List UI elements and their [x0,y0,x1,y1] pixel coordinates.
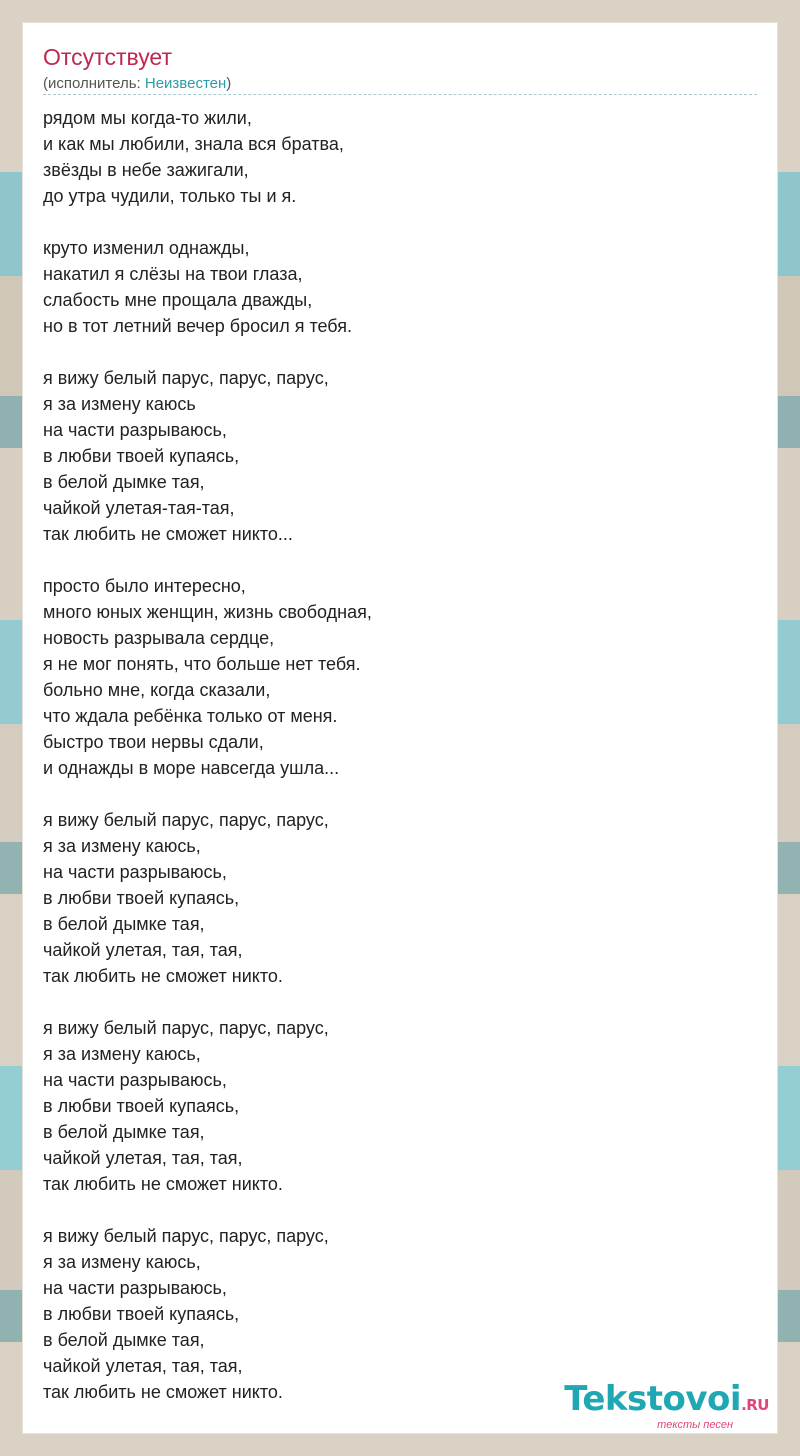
header-divider [43,94,757,95]
lyrics-body [43,105,757,1431]
lyrics-line: чайкой улетая, тая, тая, [43,940,243,960]
logo-name: Tekstovoi [564,1379,742,1419]
lyrics-line: но в тот летний вечер бросил я тебя. [43,316,352,336]
lyrics-line: просто было интересно, [43,576,246,596]
lyrics-stanza [43,1223,757,1405]
lyrics-line: на части разрываюсь, [43,1278,227,1298]
lyrics-line: я за измену каюсь [43,394,196,414]
lyrics-line: я вижу белый парус, парус, парус, [43,1018,329,1038]
lyrics-line: накатил я слёзы на твои глаза, [43,264,303,284]
song-title: Отсутствует [43,44,172,70]
lyrics-line: слабость мне прощала дважды, [43,290,313,310]
lyrics-line: так любить не сможет никто. [43,1174,283,1194]
lyrics-stanza [43,807,757,989]
lyrics-stanza [43,573,757,781]
artist-line [43,73,757,95]
lyrics-line: что ждала ребёнка только от меня. [43,706,338,726]
artist-suffix: ) [226,75,232,92]
lyrics-line: в белой дымке тая, [43,472,205,492]
lyrics-line: и однажды в море навсегда ушла... [43,758,340,778]
lyrics-line: больно мне, когда сказали, [43,680,271,700]
lyrics-line: чайкой улетая, тая, тая, [43,1356,243,1376]
lyrics-line: я за измену каюсь, [43,1044,201,1064]
lyrics-line: в белой дымке тая, [43,1330,205,1350]
site-logo[interactable] [564,1379,769,1431]
lyrics-line: быстро твои нервы сдали, [43,732,264,752]
lyrics-line: так любить не сможет никто. [43,1382,283,1402]
lyrics-line: новость разрывала сердце, [43,628,275,648]
lyrics-stanza [43,1015,757,1197]
lyrics-line: в белой дымке тая, [43,914,205,934]
lyrics-line: чайкой улетая, тая, тая, [43,1148,243,1168]
lyrics-line: в любви твоей купаясь, [43,1096,240,1116]
lyrics-line: так любить не сможет никто. [43,966,283,986]
lyrics-line: я за измену каюсь, [43,836,201,856]
lyrics-card [22,22,778,1434]
song-header [43,43,757,95]
lyrics-stanza [43,365,757,547]
lyrics-line: на части разрываюсь, [43,1070,227,1090]
lyrics-line: в любви твоей купаясь, [43,1304,240,1324]
lyrics-line: чайкой улетая-тая-тая, [43,498,235,518]
logo-tagline: тексты песен [657,1419,733,1431]
lyrics-line: я вижу белый парус, парус, парус, [43,1226,329,1246]
lyrics-line: в любви твоей купаясь, [43,446,240,466]
lyrics-stanza [43,105,757,209]
lyrics-line: на части разрываюсь, [43,420,227,440]
lyrics-line: круто изменил однажды, [43,238,250,258]
lyrics-line: и как мы любили, знала вся братва, [43,134,344,154]
lyrics-line: много юных женщин, жизнь свободная, [43,602,372,622]
lyrics-line: до утра чудили, только ты и я. [43,186,297,206]
lyrics-line: на части разрываюсь, [43,862,227,882]
lyrics-line: звёзды в небе зажигали, [43,160,249,180]
artist-link[interactable]: Неизвестен [144,75,227,92]
lyrics-line: в любви твоей купаясь, [43,888,240,908]
lyrics-line: я за измену каюсь, [43,1252,201,1272]
lyrics-line: я вижу белый парус, парус, парус, [43,368,329,388]
lyrics-stanza [43,235,757,339]
lyrics-line: рядом мы когда-то жили, [43,108,252,128]
artist-prefix: (исполнитель: [43,75,145,92]
logo-tld: .RU [741,1396,769,1414]
lyrics-line: так любить не сможет никто... [43,524,293,544]
logo-wordmark [564,1379,769,1422]
lyrics-line: я не мог понять, что больше нет тебя. [43,654,361,674]
lyrics-line: в белой дымке тая, [43,1122,205,1142]
lyrics-line: я вижу белый парус, парус, парус, [43,810,329,830]
